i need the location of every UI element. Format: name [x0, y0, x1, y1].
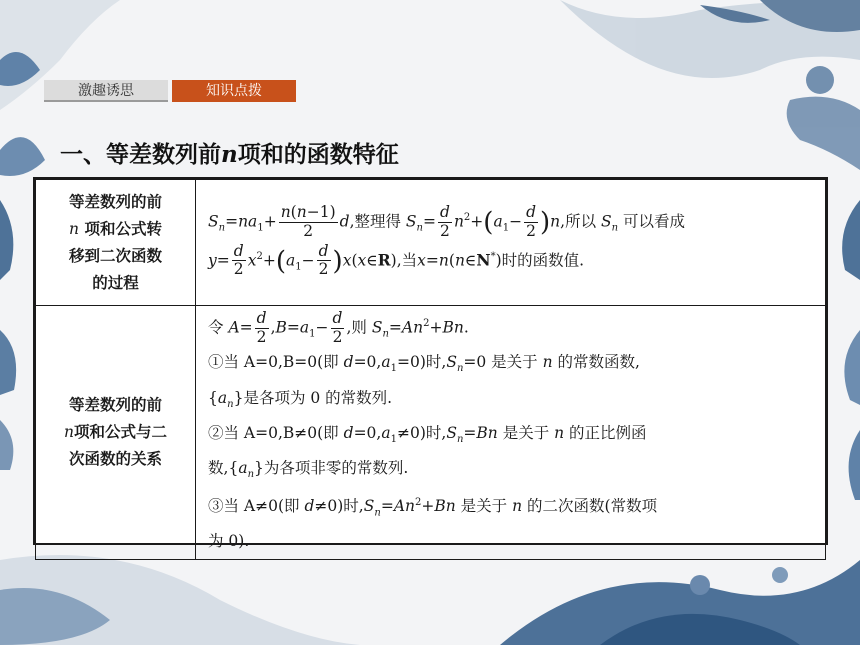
table-row	[36, 180, 826, 306]
floral-ornament-right	[842, 200, 860, 500]
formula-line: 令 A= $\frac{d}{2}$ $,B=a_1-$ $\frac{d}{2}$ ,则 $S_n=An^2+Bn$.	[208, 309, 469, 346]
tab-knowledge-points[interactable]: 知识点拨	[172, 80, 296, 102]
heading-suffix: 项和的函数特征	[237, 142, 399, 168]
formula-line: $S_n=na_1+$ $\frac{n(n-1)}{2}$ d,整理得 $S_n=$ $\frac{d}{2}$ $n^2+(a_1-$ $\frac{d}{2}$ )n,所以 $S_n$ 可以看成	[208, 203, 686, 240]
section-heading	[60, 136, 399, 169]
row-label-relation: 等差数列的前 n项和公式与二 次函数的关系	[36, 306, 196, 560]
row-content-transfer	[196, 180, 826, 306]
floral-ornament-top-right	[560, 0, 860, 170]
row-label-transfer: 等差数列的前 n 项和公式转 移到二次函数 的过程	[36, 180, 196, 306]
case-2-line: ②当 A=0,B≠0(即 $d=0,a_1\ne 0$)时$,S_n=Bn$ 是关于 n 的正比例函	[208, 423, 647, 445]
row-content-relation: 令 A= $\frac{d}{2}$ $,B=a_1-$ $\frac{d}{2}$ ,则 $S_n=An^2+Bn$. ①当 A=0,B=0(即 $d=0,a_1=0$)时$,S_n=0$ 是关于 n 的常数函数, $\{a_n\}$是各项为 0 的常数列. ②当 A=0,B≠0(即 $d=0,a_1\ne 0$)时$,S_n=Bn$ 是关于 n 的正比例函 数$,\{a_n\}$为各项非零的常数列. ③当 A≠0(即 d≠0)时$,S_n=An^2+Bn$ 是关于 n 的二次函数(常数项 为 0).	[196, 306, 826, 560]
formula-line: y= $\frac{d}{2}$ $x^2+(a_1-$ $\frac{d}{2}$ )x(x∈R),当x=n(n∈N*)时的函数值.	[208, 241, 585, 279]
table-row	[36, 306, 826, 560]
tab-bar	[44, 80, 296, 102]
heading-variable: n	[221, 141, 238, 168]
content-table	[33, 177, 828, 551]
case-3-line: ③当 A≠0(即 d≠0)时$,S_n=An^2+Bn$ 是关于 n 的二次函数(常数项	[208, 496, 658, 519]
tab-inspiration[interactable]: 激趣诱思	[44, 80, 168, 102]
case-1-line: ①当 A=0,B=0(即 $d=0,a_1=0$)时$,S_n=0$ 是关于 n 的常数函数,	[208, 353, 640, 375]
floral-ornament-bottom	[0, 555, 860, 645]
heading-prefix: 一、等差数列前	[60, 142, 221, 168]
